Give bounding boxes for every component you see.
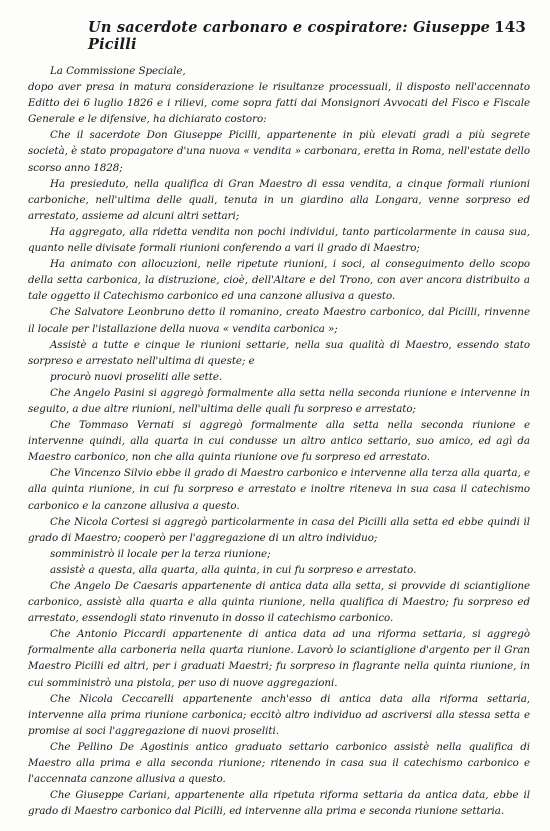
paragraph: Che Angelo De Caesaris appartenente di antica data alla setta, si provvide di sciantiglione carbonico, assistè alla quarta e alla quinta riunione, nella qualifica di Maestro; fu sorpreso ed arrestato, essendogli stato rinvenuto in dosso il catechismo carbonico. [28,580,530,625]
paragraph: Ha presieduto, nella qualifica di Gran Maestro di essa vendita, a cinque formali riunioni carboniche, nell'ultima delle quali, tenuta in un giardino alla Longara, venne sorpreso ed arrestato, assieme ad alcuni altri settari; [28,177,530,222]
paragraph: Che Tommaso Vernati si aggregò formalmente alla setta nella seconda riunione e intervenne quindi, alla quarta in cui condusse un altro antico settario, suo amico, ed agì da Maestro carbonico, non che alla quinta riunione ove fu sorpreso ed arrestato. [28,419,530,464]
paragraph: procurò nuovi proseliti alle sette. [50,370,223,383]
paragraph: Che Pellino De Agostinis antico graduato settario carbonico assistè nella qualifica di Maestro alla prima e alla seconda riunione; ritenendo in casa sua il catechismo carbonico e l'accennata canzone allusiva a questo. [28,740,530,786]
paragraph: Che Nicola Ceccarelli appartenente anch'esso di antica data alla riforma settaria, intervenne alla prima riunione carbonica; eccitò altro individuo ad ascriversi alla stessa setta e promise ai soci l'aggregazione di nuovi proseliti. [28,692,530,737]
paragraph: Che il sacerdote Don Giuseppe Picilli, appartenente in più elevati gradi a più segrete società, è stato propagatore d'una nuova « vendita » carbonara, eretta in Roma, nell'estate dello scorso anno 1828; [28,129,530,174]
running-title: Un sacerdote carbonaro e cospiratore: Giuseppe Picilli [88,19,491,53]
page-number: 143 [494,18,526,36]
paragraph: somministrò il locale per la terza riunione; [50,547,271,560]
paragraph: dopo aver presa in matura considerazione le risultanze processuali, il disposto nell'accennato Editto dei 6 luglio 1826 e i rilievi, come sopra fatti dai Monsignori Avvocati del Fisco e Fiscale Generale e le difensive, ha dichiarato costoro: [28,81,530,126]
paragraph: assistè a questa, alla quarta, alla quinta, in cui fu sorpreso e arrestato. [50,563,417,576]
running-head [88,18,526,53]
paragraph: La Commissione Speciale, [50,65,186,77]
paragraph: Assistè a tutte e cinque le riunioni settarie, nella sua qualità di Maestro, essendo stato sorpreso e arrestato nell'ultima di queste; e [28,338,530,367]
paragraph: Che Vincenzo Silvio ebbe il grado di Maestro carbonico e intervenne alla terza alla quarta, e alla quinta riunione, in cui fu sorpreso e arrestato e inoltre riteneva in sua casa il catechismo carbonico e la canzone allusiva a questo. [28,467,530,512]
paragraph: Che Salvatore Leonbruno detto il romanino, creato Maestro carbonico, dal Picilli, rinvenne il locale per l'istallazione della nuova « vendita carbonica »; [28,306,530,335]
paragraph: Che Angelo Pasini si aggregò formalmente alla setta nella seconda riunione e intervenne in seguito, a due altre riunioni, nell'ultima delle quali fu sorpreso e arrestato; [28,386,530,415]
paragraph: Che Giuseppe Cariani, appartenente alla ripetuta riforma settaria da antica data, ebbe il grado di Maestro carbonico dal Picilli, ed intervenne alla prima e seconda riunione settaria. [28,789,530,818]
paragraph: Ha animato con allocuzioni, nelle ripetute riunioni, i soci, al conseguimento dello scopo della setta carbonica, la distruzione, cioè, dell'Altare e del Trono, con aver ancora distribuito a tale oggetto il Catechismo carbonico ed una canzone allusiva a questo. [28,258,530,303]
body-text [28,63,530,819]
paragraph: Che Antonio Piccardi appartenente di antica data ad una riforma settaria, si aggregò formalmente alla carboneria nella quarta riunione. Lavorò lo sciantiglione d'argento per il Gran Maestro Picilli ed altri, per i graduati Maestri; fu sorpreso in flagrante nella quinta riunione, in cui somministrò una pistola, per uso di nuove aggregazioni. [28,628,530,689]
paragraph: Che Nicola Cortesi si aggregò particolarmente in casa del Picilli alla setta ed ebbe quindi il grado di Maestro; cooperò per l'aggregazione di un altro individuo; [28,515,530,544]
paragraph: Ha aggregato, alla ridetta vendita non pochi individui, tanto particolarmente in causa sua, quanto nelle divisate formali riunioni conferendo a vari il grado di Maestro; [28,225,530,255]
